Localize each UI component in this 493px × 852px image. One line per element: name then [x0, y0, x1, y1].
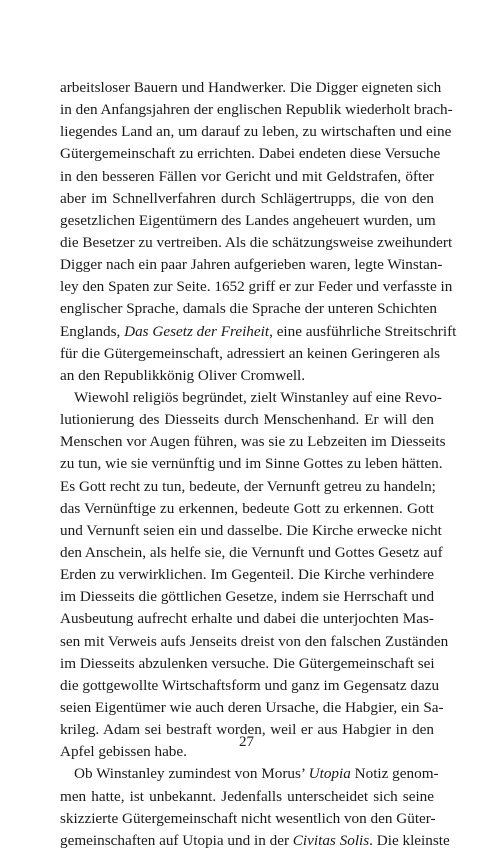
text-segment: seien Eigentümer wie auch deren Ursache, die Habgier, ein Sa- [60, 698, 444, 716]
text-segment: . Die kleinste [369, 831, 450, 849]
text-segment: Englands, [60, 322, 125, 340]
text-line [60, 808, 434, 830]
text-line [60, 409, 434, 431]
text-segment: Ob Winstanley zumindest von Morus’ [74, 765, 309, 783]
text-line [60, 564, 434, 586]
text-segment: und Vernunft seien ein und dasselbe. Die Kirche erwecke nicht [60, 521, 442, 539]
text-segment: für die Gütergemeinschaft, adressiert an keinen Geringeren als [60, 344, 441, 362]
text-line [60, 476, 434, 498]
text-line [60, 276, 453, 298]
text-segment: das Vernünftige zu erkennen, bedeute Gott zu erkennen. Gott [60, 499, 434, 517]
text-line [60, 99, 453, 121]
text-line [60, 298, 438, 320]
text-segment: Wiewohl religiös begründet, zielt Winstanley auf eine Revo- [74, 388, 442, 406]
text-segment: skizzierte Gütergemeinschaft nicht wesentlich von den Güter- [60, 809, 436, 827]
text-line [60, 542, 443, 564]
text-segment: liegendes Land an, um darauf zu leben, zu wirtschaften und eine [60, 123, 452, 141]
text-line [60, 210, 434, 232]
text-line [60, 830, 450, 852]
text-segment: Digger nach ein paar Jahren aufgerieben waren, legte Winstan- [60, 256, 443, 274]
text-segment: Gütergemeinschaft zu errichten. Dabei endeten diese Versuche [60, 145, 441, 163]
text-line [60, 697, 444, 719]
text-line [60, 77, 442, 99]
text-line [60, 365, 434, 387]
text-segment: im Diesseits die göttlichen Gesetze, indem sie Herrschaft und [60, 588, 435, 606]
text-segment: gesetzlichen Eigentümern des Landes angeheuert wurden, um [60, 211, 436, 229]
text-segment: zu tun, wie sie vernünftig und im Sinne Gottes zu leben hätten. [60, 455, 443, 473]
text-segment: im Diesseits abzulenken versuche. Die Gütergemeinschaft sei [60, 654, 435, 672]
text-line [60, 675, 440, 697]
text-line [60, 608, 434, 630]
text-line [60, 143, 441, 165]
text-line [60, 121, 452, 143]
text-line [60, 586, 434, 608]
text-segment: Erden zu verwirklichen. Im Gegenteil. Die Kirche verhindere [60, 566, 434, 584]
text-segment: den Anschein, als helfe sie, die Vernunft und Gottes Gesetz auf [60, 543, 443, 561]
text-line [60, 653, 434, 675]
text-segment: lutionierung des Diesseits durch Menschenhand. Er will den [60, 411, 434, 429]
text-line [60, 763, 439, 785]
text-segment: englischer Sprache, damals die Sprache der unteren Schichten [60, 300, 438, 318]
paragraph [60, 77, 457, 387]
text-line [60, 387, 442, 409]
text-segment: Notiz genom- [350, 765, 439, 783]
text-line [60, 188, 434, 210]
text-segment: in den besseren Fällen vor Gericht und mit Geldstrafen, öfter [60, 167, 434, 185]
text-segment: Apfel gebissen habe. [60, 743, 187, 761]
text-segment: Menschen vor Augen führen, was sie zu Lebzeiten im Diesseits [60, 433, 446, 451]
text-segment: Es Gott recht zu tun, bedeute, der Vernunft getreu zu handeln; [60, 477, 436, 495]
text-segment: sen mit Verweis aufs Jenseits dreist von den falschen Zuständen [60, 632, 449, 650]
text-line [60, 232, 453, 254]
text-line [60, 254, 443, 276]
text-line [60, 343, 441, 365]
text-segment: men hatte, ist unbekannt. Jedenfalls unterscheidet sich seine [60, 787, 434, 805]
text-segment: die gottgewollte Wirtschaftsform und ganz im Gegensatz dazu [60, 676, 440, 694]
text-line [60, 786, 434, 808]
text-segment: aber im Schnellverfahren durch Schlägertrupps, die von den [60, 189, 434, 207]
text-segment: gemeinschaften auf Utopia und in der [60, 831, 293, 849]
italic-title: Utopia [308, 765, 351, 783]
text-line [60, 431, 446, 453]
text-segment: krileg. Adam sei bestraft worden, weil er aus Habgier in den [60, 721, 434, 739]
text-line [60, 321, 457, 343]
italic-title: Civitas Solis [292, 831, 370, 849]
text-line [60, 520, 442, 542]
text-segment: Ausbeutung aufrecht erhalte und dabei die unterjochten Mas- [60, 610, 434, 628]
page-number: 27 [239, 734, 254, 750]
text-segment: , eine ausführliche Streitschrift [269, 322, 457, 340]
paragraph [60, 387, 449, 763]
text-line [60, 453, 443, 475]
text-line [60, 166, 434, 188]
text-segment: die Besetzer zu vertreiben. Als die schätzungsweise zweihundert [60, 233, 453, 251]
text-segment: arbeitsloser Bauern und Handwerker. Die Digger eigneten sich [60, 79, 442, 96]
text-line [60, 498, 434, 520]
text-line [60, 631, 449, 653]
text-segment: ley den Spaten zur Seite. 1652 griff er zur Feder und verfasste in [60, 278, 453, 296]
italic-title: Das Gesetz der Freiheit [124, 322, 270, 340]
text-segment: an den Republikkönig Oliver Cromwell. [60, 366, 306, 384]
text-segment: in den Anfangsjahren der englischen Republik wiederholt brach- [60, 101, 453, 119]
paragraph [60, 763, 450, 852]
